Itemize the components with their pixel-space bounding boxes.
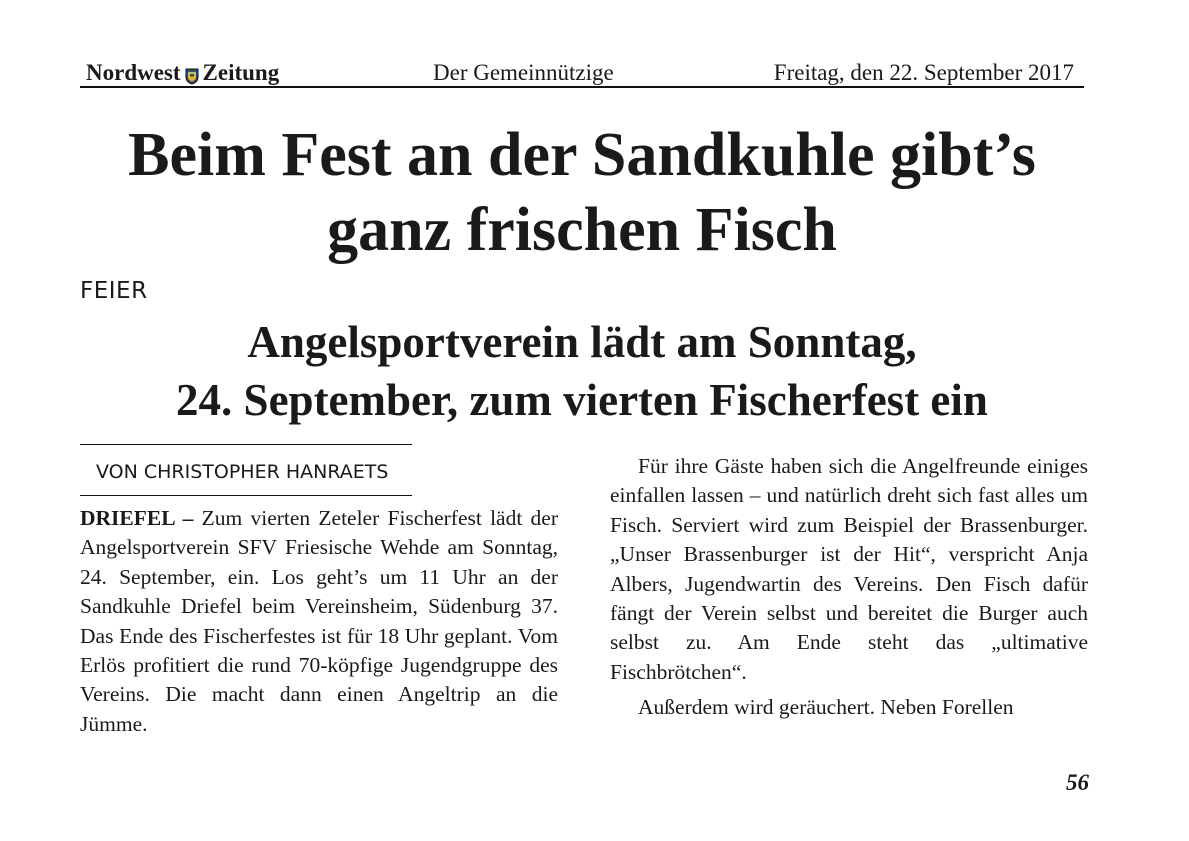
- subhead-line-2: 24. September, zum vierten Fischerfest ein: [176, 375, 988, 425]
- coat-of-arms-icon: [185, 65, 199, 82]
- dateline: DRIEFEL –: [80, 506, 194, 530]
- issue-date: Freitag, den 22. September 2017: [773, 60, 1074, 85]
- byline-rule-top: [80, 444, 412, 445]
- article-column-1: [80, 504, 558, 739]
- page-header: [80, 58, 1084, 88]
- headline-line-1: Beim Fest an der Sandkuhle gibt’s: [128, 121, 1036, 189]
- article-column-2: [610, 452, 1088, 723]
- masthead-left: Nordwest: [86, 60, 181, 85]
- article-paragraph-2: Für ihre Gäste haben sich die Angelfreunde einiges einfallen lassen – und natürlich dreht sich fast alles um Fisch. Serviert wird zum Beispiel der Brassenburger. „Unser Brassenburger ist der Hit“, verspricht Anja Albers, Jugendwartin des Vereins. Den Fisch dafür fängt der Verein selbst und bereitet die Burger auch selbst zu. Am Ende steht das „ultimative Fischbrötchen“.: [610, 454, 1088, 684]
- section-title: Der Gemeinnützige: [433, 60, 614, 85]
- byline: VON CHRISTOPHER HANRAETS: [96, 461, 389, 483]
- headline-line-2: ganz frischen Fisch: [327, 196, 837, 264]
- page-number: 56: [1066, 770, 1089, 795]
- masthead-right: Zeitung: [202, 60, 280, 85]
- newspaper-masthead: [86, 60, 279, 86]
- kicker: FEIER: [80, 278, 148, 304]
- byline-rule-bottom: [80, 495, 412, 496]
- subhead-line-1: Angelsportverein lädt am Sonntag,: [247, 317, 917, 367]
- paragraph-1-text: Zum vierten Zeteler Fischerfest lädt der Angelsportverein SFV Friesische Wehde am Sonntag, 24. September, ein. Los geht’s um 11 Uhr an der Sandkuhle Driefel beim Vereinsheim, Südenburg 37. Das Ende des Fischerfestes ist für 18 Uhr geplant. Vom Erlös profitiert die rund 70-köpfige Jugendgruppe des Vereins. Die macht dann einen Angeltrip an die Jümme.: [80, 506, 559, 736]
- article-paragraph-3: Außerdem wird geräuchert. Neben Forellen: [638, 695, 1014, 720]
- article-paragraph-1: [80, 504, 558, 739]
